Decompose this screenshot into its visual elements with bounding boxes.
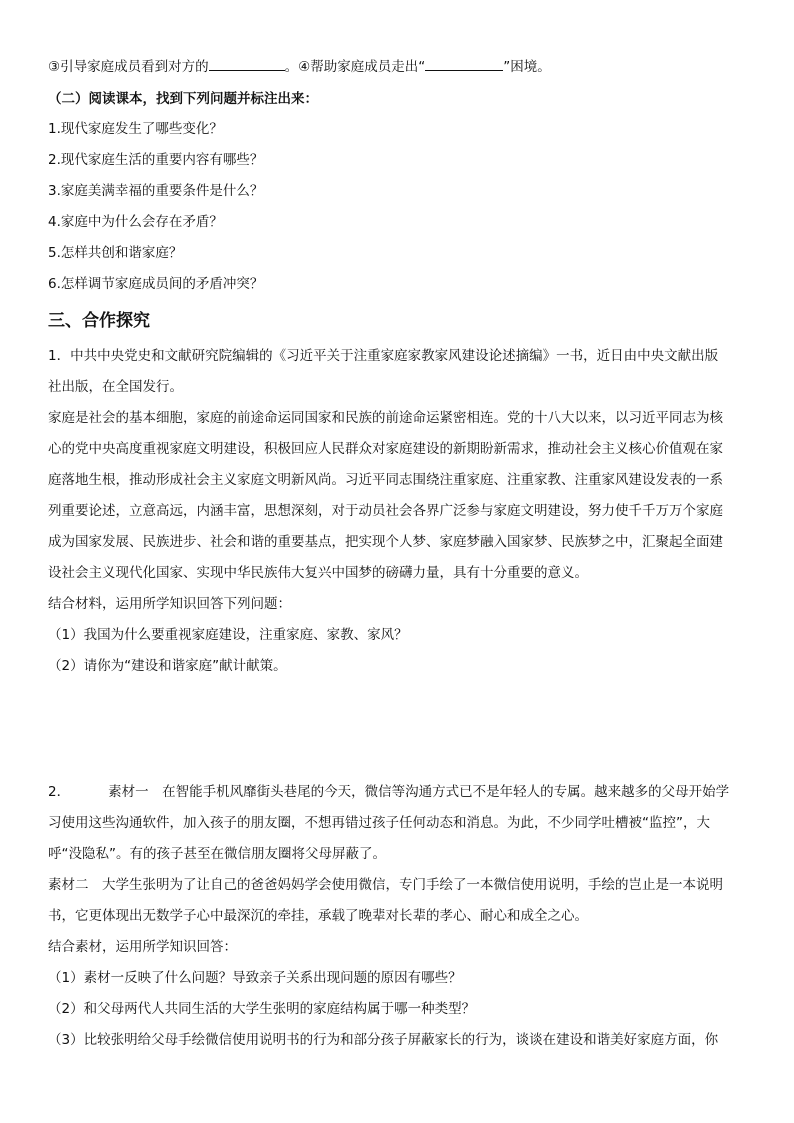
reading-question: 3.家庭美满幸福的重要条件是什么？ bbox=[48, 183, 264, 199]
reading-question: 6.怎样调节家庭成员间的矛盾冲突？ bbox=[48, 276, 264, 292]
q1-text-line: 结合材料，运用所学知识回答下列问题： bbox=[48, 596, 291, 612]
q2-text-line: 呼“没隐私”。有的孩子甚至在微信朋友圈将父母屏蔽了。 bbox=[48, 846, 386, 862]
q1-text-line: 家庭是社会的基本细胞，家庭的前途命运同国家和民族的前途命运紧密相连。党的十八大以来，以习近平同志为核 bbox=[48, 410, 723, 426]
q1-text-line: 1．中共中央党史和文献研究院编辑的《习近平关于注重家庭家教家风建设论述摘编》一书，近日由中央文献出版 bbox=[48, 348, 719, 364]
q2-subquestion: （2）和父母两代人共同生活的大学生张明的家庭结构属于哪一种类型？ bbox=[48, 1001, 476, 1017]
q1-text-line: 庭落地生根，推动形成社会主义家庭文明新风尚。习近平同志围绕注重家庭、注重家教、注重家风建设发表的一系 bbox=[48, 472, 723, 488]
q2-text-line: 素材二 大学生张明为了让自己的爸爸妈妈学会使用微信，专门手绘了一本微信使用说明，手绘的岂止是一本说明 bbox=[48, 877, 723, 893]
intro-line bbox=[48, 56, 551, 77]
q2-text-line: 书，它更体现出无数学子心中最深沉的牵挂，承载了晚辈对长辈的孝心、耐心和成全之心。 bbox=[48, 908, 588, 924]
reading-question: 2.现代家庭生活的重要内容有哪些？ bbox=[48, 152, 264, 168]
intro-text-c: ”困境。 bbox=[503, 59, 551, 75]
fill-blank-1[interactable] bbox=[209, 56, 285, 71]
intro-text-b: 。④帮助家庭成员走出“ bbox=[284, 59, 426, 75]
q1-text-line: 成为国家发展、民族进步、社会和谐的重要基点，把实现个人梦、家庭梦融入国家梦、民族梦之中，汇聚起全面建 bbox=[48, 534, 723, 550]
reading-question: 1.现代家庭发生了哪些变化？ bbox=[48, 121, 223, 137]
q2-text-line: 习使用这些沟通软件，加入孩子的朋友圈，不想再错过孩子任何动态和消息。为此，不少同学吐槽被“监控”，大 bbox=[48, 815, 710, 831]
q1-text-line: 社出版，在全国发行。 bbox=[48, 379, 183, 395]
q2-subquestion: （3）比较张明给父母手绘微信使用说明书的行为和部分孩子屏蔽家长的行为，谈谈在建设和谐美好家庭方面，你 bbox=[48, 1032, 719, 1048]
intro-text-a: ③引导家庭成员看到对方的 bbox=[48, 59, 209, 75]
q2-subquestion: （1）素材一反映了什么问题？导致亲子关系出现问题的原因有哪些？ bbox=[48, 970, 462, 986]
fill-blank-2[interactable] bbox=[425, 56, 503, 71]
reading-question: 4.家庭中为什么会存在矛盾？ bbox=[48, 214, 223, 230]
q1-subquestion: （1）我国为什么要重视家庭建设，注重家庭、家教、家风？ bbox=[48, 627, 408, 643]
reading-heading: （二）阅读课本，找到下列问题并标注出来： bbox=[48, 91, 318, 107]
q1-text-line: 列重要论述，立意高远，内涵丰富，思想深刻，对于动员社会各界广泛参与家庭文明建设，努力使千千万万个家庭 bbox=[48, 503, 723, 519]
q2-number: 2． bbox=[48, 784, 71, 800]
q2-text-line: 结合素材，运用所学知识回答： bbox=[48, 939, 237, 955]
q1-text-line: 设社会主义现代化国家、实现中华民族伟大复兴中国梦的磅礴力量，具有十分重要的意义。 bbox=[48, 565, 588, 581]
q1-text-line: 心的党中央高度重视家庭文明建设，积极回应人民群众对家庭建设的新期盼新需求，推动社会主义核心价值观在家 bbox=[48, 441, 723, 457]
section-title: 三、合作探究 bbox=[48, 311, 150, 331]
q2-first-text: 素材一 在智能手机风靡街头巷尾的今天，微信等沟通方式已不是年轻人的专属。越来越多的父母开始学 bbox=[108, 784, 730, 800]
reading-question: 5.怎样共创和谐家庭？ bbox=[48, 245, 183, 261]
q1-subquestion: （2）请你为“建设和谐家庭”献计献策。 bbox=[48, 658, 287, 674]
q2-first-line bbox=[48, 782, 729, 802]
